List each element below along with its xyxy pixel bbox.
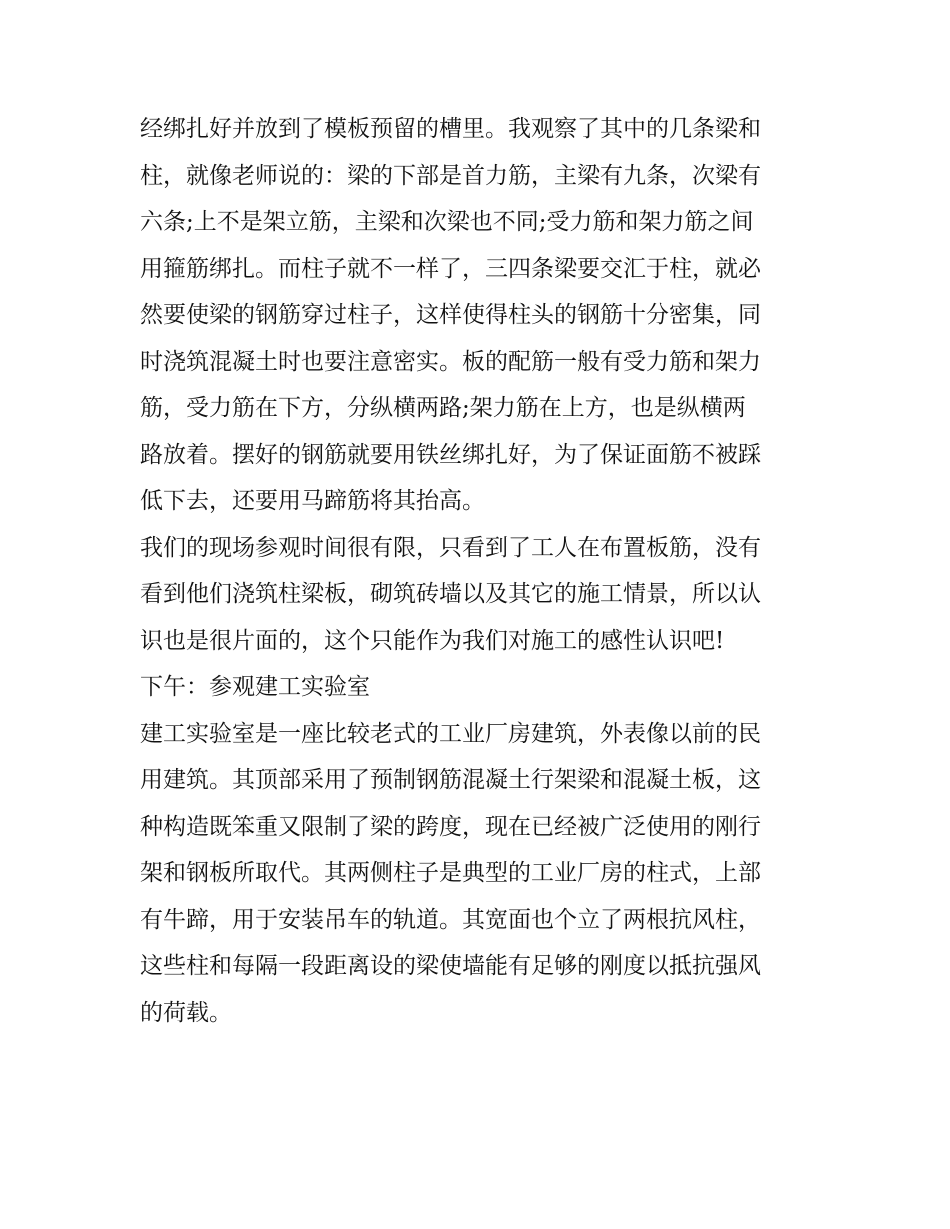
text-line: 时浇筑混凝土时也要注意密实。板的配筋一般有受力筋和架力: [140, 348, 761, 375]
text-line: 识也是很片面的，这个只能作为我们对施工的感性认识吧!: [140, 627, 725, 654]
body-text: [140, 106, 820, 1036]
text-line: 的荷载。: [140, 999, 232, 1026]
text-line: 看到他们浇筑柱梁板，砌筑砖墙以及其它的施工情景，所以认: [140, 581, 761, 607]
text-line: 种构造既笨重又限制了梁的跨度，现在已经被广泛使用的刚行: [140, 813, 761, 840]
text-line: 柱，就像老师说的：梁的下部是首力筋，主梁有九条，次梁有: [140, 162, 761, 189]
text-line: 低下去，还要用马蹄筋将其抬高。: [140, 488, 485, 514]
text-line: 架和钢板所取代。其两侧柱子是典型的工业厂房的柱式，上部: [140, 860, 761, 886]
text-line: 经绑扎好并放到了模板预留的槽里。我观察了其中的几条梁和: [140, 116, 761, 142]
text-line: 用建筑。其顶部采用了预制钢筋混凝土行架梁和混凝土板，这: [140, 767, 761, 793]
text-line: 我们的现场参观时间很有限，只看到了工人在布置板筋，没有: [140, 534, 761, 561]
text-line: 建工实验室是一座比较老式的工业厂房建筑，外表像以前的民: [140, 720, 761, 747]
section-heading: 下午：参观建工实验室: [140, 674, 370, 700]
text-line: 路放着。摆好的钢筋就要用铁丝绑扎好，为了保证面筋不被踩: [140, 441, 761, 468]
text-line: 六条;上不是架立筋，主梁和次梁也不同;受力筋和架力筋之间: [140, 209, 754, 235]
text-line: 用箍筋绑扎。而柱子就不一样了，三四条梁要交汇于柱，就必: [140, 255, 761, 282]
text-line: 这些柱和每隔一段距离设的梁使墙能有足够的刚度以抵抗强风: [140, 953, 761, 979]
text-line: 筋，受力筋在下方，分纵横两路;架力筋在上方，也是纵横两: [140, 395, 746, 421]
text-line: 有牛蹄，用于安装吊车的轨道。其宽面也个立了两根抗风柱，: [140, 906, 761, 933]
text-line: 然要使梁的钢筋穿过柱子，这样使得柱头的钢筋十分密集，同: [140, 302, 761, 328]
